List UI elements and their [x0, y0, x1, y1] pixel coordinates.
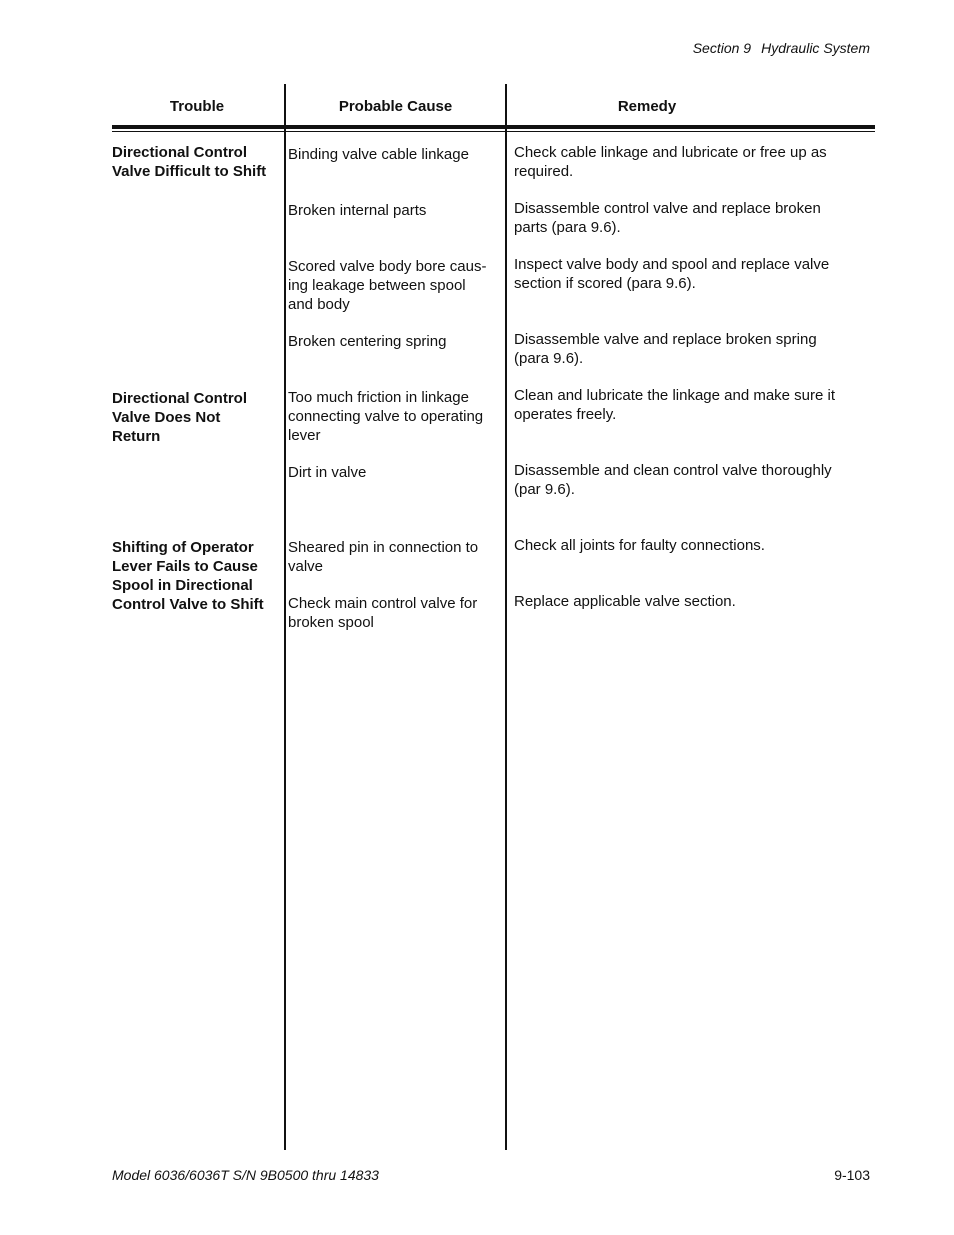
page-number: 9-103 [834, 1167, 870, 1183]
text-line: Check all joints for faulty connections. [514, 537, 765, 554]
text-line: (para 9.6). [514, 350, 584, 367]
remedy-cell [514, 386, 859, 424]
trouble-cell [112, 389, 280, 446]
column-divider-1 [284, 84, 286, 1150]
text-line: Check main control valve for [288, 595, 478, 612]
remedy-cell [514, 199, 859, 237]
text-line: Sheared pin in connection to [288, 539, 479, 556]
text-line: Valve Does Not [112, 409, 221, 426]
section-label: Section 9 [692, 40, 752, 56]
text-line: Check cable linkage and lubricate or free up as [514, 144, 827, 161]
text-line: Binding valve cable linkage [288, 146, 469, 163]
cause-cell [288, 594, 500, 632]
remedy-cell [514, 255, 859, 293]
column-divider-2 [505, 84, 507, 1150]
cause-cell [288, 201, 500, 220]
remedy-cell [514, 592, 859, 611]
text-line: Directional Control [112, 144, 248, 161]
column-header-trouble: Trouble [169, 98, 225, 115]
remedy-cell [514, 461, 859, 499]
cause-cell [288, 388, 500, 445]
text-line: Shifting of Operator [112, 539, 254, 556]
cause-cell [288, 332, 500, 351]
text-line: valve [288, 558, 324, 575]
text-line: section if scored (para 9.6). [514, 275, 696, 292]
text-line: lever [288, 427, 321, 444]
cause-cell [288, 257, 500, 314]
text-line: operates freely. [514, 406, 617, 423]
cause-cell [288, 145, 500, 164]
text-line: Scored valve body bore caus- [288, 258, 487, 275]
text-line: Clean and lubricate the linkage and make sure it [514, 387, 836, 404]
column-header-cause: Probable Cause [338, 98, 453, 115]
footer-model: Model 6036/6036T S/N 9B0500 thru 14833 [112, 1167, 379, 1183]
text-line: Dirt in valve [288, 464, 367, 481]
text-line: Replace applicable valve section. [514, 593, 736, 610]
trouble-cell [112, 143, 280, 181]
text-line: connecting valve to operating [288, 408, 484, 425]
section-title: Hydraulic System [761, 40, 870, 56]
trouble-cell [112, 538, 280, 614]
remedy-cell [514, 330, 859, 368]
text-line: required. [514, 163, 574, 180]
text-line: Broken internal parts [288, 202, 427, 219]
text-line: Lever Fails to Cause [112, 558, 258, 575]
text-line: Broken centering spring [288, 333, 447, 350]
text-line: parts (para 9.6). [514, 219, 621, 236]
text-line: ing leakage between spool [288, 277, 466, 294]
text-line: Directional Control [112, 390, 248, 407]
text-line: Disassemble control valve and replace broken [514, 200, 821, 217]
column-header-remedy: Remedy [617, 98, 677, 115]
remedy-cell [514, 143, 859, 181]
text-line: Valve Difficult to Shift [112, 163, 267, 180]
text-line: Too much friction in linkage [288, 389, 469, 406]
header-rule-thick [112, 125, 875, 129]
text-line: Control Valve to Shift [112, 596, 264, 613]
text-line: (par 9.6). [514, 481, 575, 498]
remedy-cell [514, 536, 859, 555]
text-line: Inspect valve body and spool and replace valve [514, 256, 830, 273]
cause-cell [288, 538, 500, 576]
cause-cell [288, 463, 500, 482]
text-line: broken spool [288, 614, 374, 631]
header-rule-thin [112, 131, 875, 132]
text-line: and body [288, 296, 350, 313]
text-line: Disassemble valve and replace broken spring [514, 331, 817, 348]
text-line: Return [112, 428, 161, 445]
text-line: Spool in Directional [112, 577, 253, 594]
text-line: Disassemble and clean control valve thoroughly [514, 462, 832, 479]
running-header [693, 40, 870, 56]
